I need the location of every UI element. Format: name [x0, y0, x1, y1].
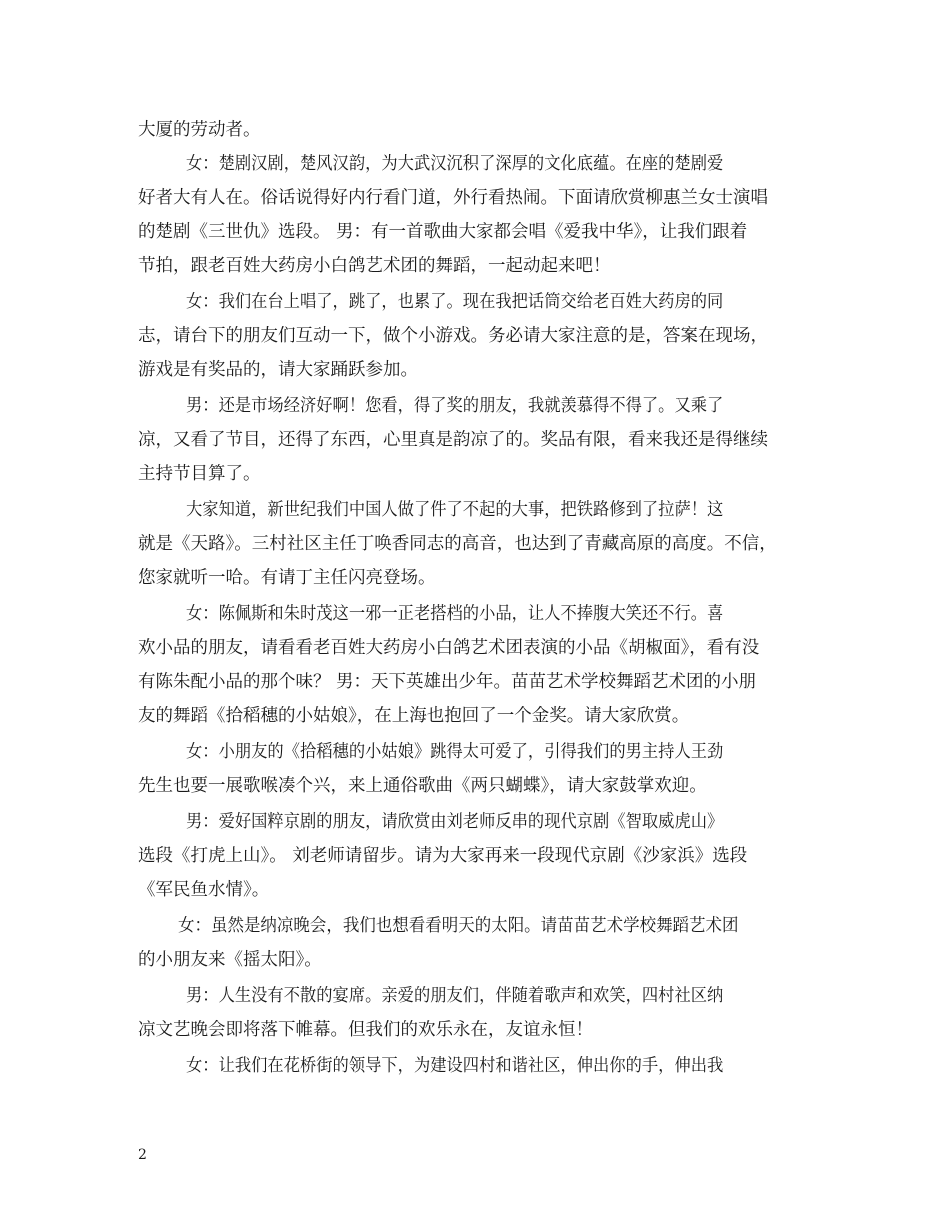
page-number: 2	[138, 1147, 147, 1163]
text-line: 女：虽然是纳凉晚会，我们也想看看明天的太阳。请苗苗艺术学校舞蹈艺术团	[178, 916, 739, 936]
text-line: 男：爱好国粹京剧的朋友，请欣赏由刘老师反串的现代京剧《智取威虎山》	[186, 812, 724, 832]
text-line: 女：我们在台上唱了，跳了，也累了。现在我把话筒交给老百姓大药房的同	[186, 292, 724, 312]
text-line: 《军民鱼水情》。	[138, 880, 270, 900]
text-line: 欢小品的朋友，请看看老百姓大药房小白鸽艺术团表演的小品《胡椒面》，看有没	[138, 638, 760, 658]
text-line: 女：让我们在花桥街的领导下，为建设四村和谐社区，伸出你的手，伸出我	[186, 1056, 724, 1076]
text-line: 女：小朋友的《拾稻穗的小姑娘》跳得太可爱了，引得我们的男主持人王劲	[186, 742, 724, 762]
text-line: 女：陈佩斯和朱时茂这一邪一正老搭档的小品，让人不捧腹大笑还不行。喜	[186, 604, 724, 624]
text-line: 大家知道，新世纪我们中国人做了件了不起的大事，把铁路修到了拉萨！这	[186, 500, 724, 520]
text-line: 就是《天路》。三村社区主任丁唤香同志的高音，也达到了青藏高原的高度。不信，	[138, 534, 777, 554]
text-line: 志，请台下的朋友们互动一下，做个小游戏。务必请大家注意的是，答案在现场，	[138, 326, 768, 346]
text-line: 选段《打虎上山》。 刘老师请留步。请为大家再来一段现代京剧《沙家浜》选段	[138, 846, 748, 866]
text-line: 好者大有人在。俗话说得好内行看门道，外行看热闹。下面请欣赏柳惠兰女士演唱	[138, 188, 768, 208]
text-line: 凉，又看了节目，还得了东西，心里真是韵凉了的。奖品有限，看来我还是得继续	[138, 430, 768, 450]
text-line: 主持节目算了。	[138, 464, 261, 484]
text-line: 有陈朱配小品的那个味？ 男：天下英雄出少年。苗苗艺术学校舞蹈艺术团的小朋	[138, 672, 757, 692]
text-line: 男：还是市场经济好啊！您看，得了奖的朋友，我就羡慕得不得了。又乘了	[186, 396, 724, 416]
text-line: 先生也要一展歌喉凑个兴，来上通俗歌曲《两只蝴蝶》，请大家鼓掌欢迎。	[138, 776, 707, 796]
text-line: 男：人生没有不散的宴席。亲爱的朋友们，伴随着歌声和欢笑，四村社区纳	[186, 986, 724, 1006]
text-line: 女：楚剧汉剧，楚风汉韵，为大武汉沉积了深厚的文化底蕴。在座的楚剧爱	[186, 154, 724, 174]
text-line: 节拍，跟老百姓大药房小白鸽艺术团的舞蹈，一起动起来吧！	[138, 256, 611, 276]
text-line: 友的舞蹈《拾稻穗的小姑娘》，在上海也抱回了一个金奖。请大家欣赏。	[138, 706, 690, 726]
text-line: 游戏是有奖品的，请大家踊跃参加。	[138, 360, 418, 380]
text-line: 您家就听一哈。有请丁主任闪亮登场。	[138, 568, 436, 588]
text-line: 的小朋友来《摇太阳》。	[138, 950, 322, 970]
text-line: 大厦的劳动者。	[138, 120, 261, 140]
text-line: 的楚剧《三世仇》选段。 男：有一首歌曲大家都会唱《爱我中华》，让我们跟着	[138, 222, 748, 242]
text-line: 凉文艺晚会即将落下帷幕。但我们的欢乐永在，友谊永恒！	[138, 1020, 593, 1040]
